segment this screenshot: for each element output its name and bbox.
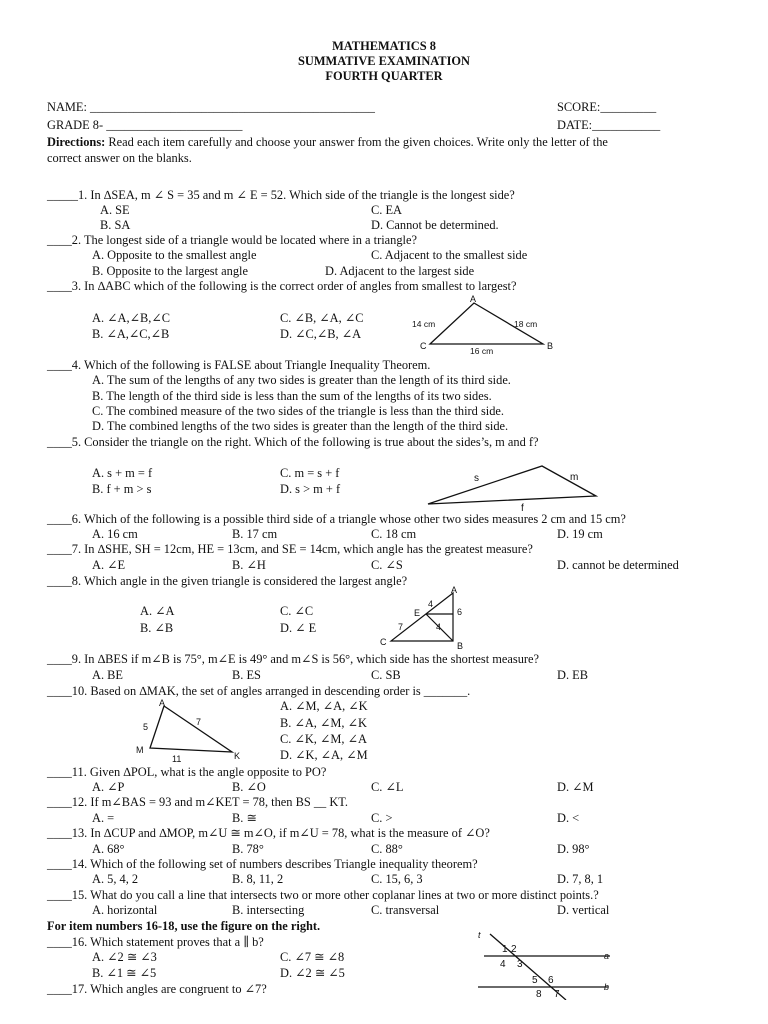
q4-choice-c[interactable]: C. The combined measure of the two sides of the triangle is less than the third side. xyxy=(92,404,505,418)
q4-choice-a[interactable]: A. The sum of the lengths of any two sides is greater than the length of its third side. xyxy=(92,373,511,387)
side-m-label: m xyxy=(570,472,579,483)
q8-choice-a[interactable]: A. ∠A xyxy=(140,604,175,618)
transversal-t-label: t xyxy=(478,930,481,940)
q5-stem: ____5. Consider the triangle on the right. Which of the following is true about the sides’s, m and f? xyxy=(47,435,539,449)
q1-choice-d[interactable]: D. Cannot be determined. xyxy=(371,218,499,232)
q12-choice-a[interactable]: A. = xyxy=(92,811,115,825)
q15-stem: ____15. What do you call a line that intersects two or more other coplanar lines at two or more distinct points.? xyxy=(47,888,599,902)
angle-2-label: 2 xyxy=(511,944,517,955)
q10-choice-a[interactable]: A. ∠M, ∠A, ∠K xyxy=(280,699,368,713)
q12-choice-c[interactable]: C. > xyxy=(371,811,393,825)
q2-choice-d[interactable]: D. Adjacent to the largest side xyxy=(325,264,475,278)
angle-6-label: 6 xyxy=(548,975,554,986)
q10-stem: ____10. Based on ∆MAK, the set of angles arranged in descending order is _______. xyxy=(47,684,471,698)
q8-choice-d[interactable]: D. ∠ E xyxy=(280,621,317,635)
side-f-label: f xyxy=(521,503,524,514)
q12-choice-d[interactable]: D. < xyxy=(557,811,580,825)
angle-1-label: 1 xyxy=(502,944,508,955)
q9-choice-a[interactable]: A. BE xyxy=(92,668,123,682)
q2-choice-b[interactable]: B. Opposite to the largest angle xyxy=(92,264,249,278)
angle-5-label: 5 xyxy=(532,975,538,986)
q6-choice-d[interactable]: D. 19 cm xyxy=(557,527,603,541)
q4-choice-d[interactable]: D. The combined lengths of the two sides is greater than the length of the third side. xyxy=(92,419,509,433)
q10-choice-c[interactable]: C. ∠K, ∠M, ∠A xyxy=(280,732,367,746)
q11-choice-c[interactable]: C. ∠L xyxy=(371,780,404,794)
segment-7-label: 7 xyxy=(398,622,404,632)
q15-choice-b[interactable]: B. intersecting xyxy=(232,903,305,917)
triangle-smf-figure xyxy=(424,458,604,514)
q1-choice-b[interactable]: B. SA xyxy=(100,218,131,232)
q3-choice-c[interactable]: C. ∠B, ∠A, ∠C xyxy=(280,311,364,325)
q8-choice-c[interactable]: C. ∠C xyxy=(280,604,314,618)
q12-choice-b[interactable]: B. ≅ xyxy=(232,811,257,825)
q14-choice-c[interactable]: C. 15, 6, 3 xyxy=(371,872,423,886)
q11-choice-a[interactable]: A. ∠P xyxy=(92,780,125,794)
q15-choice-d[interactable]: D. vertical xyxy=(557,903,610,917)
q16-choice-b[interactable]: B. ∠1 ≅ ∠5 xyxy=(92,966,157,980)
exam-subject: MATHEMATICS 8 xyxy=(332,39,436,53)
q8-choice-b[interactable]: B. ∠B xyxy=(140,621,174,635)
q16-stem: ____16. Which statement proves that a ∥ b? xyxy=(47,935,264,949)
q11-choice-b[interactable]: B. ∠O xyxy=(232,780,266,794)
q4-choice-b[interactable]: B. The length of the third side is less than the sum of the lengths of its two sides. xyxy=(92,389,492,403)
q2-stem: ____2. The longest side of a triangle would be located where in a triangle? xyxy=(47,233,417,247)
q16-choice-a[interactable]: A. ∠2 ≅ ∠3 xyxy=(92,950,157,964)
vertex-b-label: B xyxy=(457,641,464,651)
angle-4-label: 4 xyxy=(500,959,506,970)
exam-title: SUMMATIVE EXAMINATION xyxy=(298,54,470,68)
q17-stem: ____17. Which angles are congruent to ∠7? xyxy=(47,982,267,996)
angle-8-label: 8 xyxy=(536,989,542,1000)
q15-choice-c[interactable]: C. transversal xyxy=(371,903,440,917)
side-cb-label: 16 cm xyxy=(470,346,494,356)
section-note: For item numbers 16-18, use the figure on the right. xyxy=(47,919,321,933)
q10-choice-d[interactable]: D. ∠K, ∠A, ∠M xyxy=(280,748,368,762)
q2-choice-a[interactable]: A. Opposite to the smallest angle xyxy=(92,248,257,262)
q6-choice-c[interactable]: C. 18 cm xyxy=(371,527,417,541)
q1-choice-a[interactable]: A. SE xyxy=(100,203,130,217)
line-a-label: a xyxy=(604,951,610,961)
vertex-e-label: E xyxy=(414,608,421,618)
q1-choice-c[interactable]: C. EA xyxy=(371,203,402,217)
q6-choice-a[interactable]: A. 16 cm xyxy=(92,527,138,541)
vertex-a-label: A xyxy=(451,585,458,595)
side-5-label: 5 xyxy=(143,722,149,732)
q13-stem: ____13. In ∆CUP and ∆MOP, m∠U ≅ m∠O, if m∠U = 78, what is the measure of ∠O? xyxy=(47,826,490,840)
segment-4-label: 4 xyxy=(428,599,434,609)
q13-choice-b[interactable]: B. 78° xyxy=(232,842,264,856)
q9-choice-b[interactable]: B. ES xyxy=(232,668,261,682)
q15-choice-a[interactable]: A. horizontal xyxy=(92,903,158,917)
q8-stem: ____8. Which angle in the given triangle is considered the largest angle? xyxy=(47,574,408,588)
q2-choice-c[interactable]: C. Adjacent to the smallest side xyxy=(371,248,528,262)
vertex-k-label: K xyxy=(234,751,241,761)
directions-text-2: correct answer on the blanks. xyxy=(47,151,192,165)
q9-choice-d[interactable]: D. EB xyxy=(557,668,588,682)
triangle-mak-figure xyxy=(130,696,250,766)
angle-7-label: 7 xyxy=(554,989,560,1000)
side-11-label: 11 xyxy=(172,754,182,764)
name-field[interactable]: NAME: ______________________________________________ xyxy=(47,100,376,114)
q3-choice-a[interactable]: A. ∠A,∠B,∠C xyxy=(92,311,170,325)
q1-stem: _____1. In ∆SEA, m ∠ S = 35 and m ∠ E = 52. Which side of the triangle is the longest side? xyxy=(47,188,515,202)
side-ab-label: 18 cm xyxy=(514,319,538,329)
side-ac-label: 14 cm xyxy=(412,319,436,329)
date-field[interactable]: DATE:___________ xyxy=(557,118,661,132)
vertex-a-label: A xyxy=(159,698,166,708)
directions xyxy=(47,135,608,150)
q9-stem: ____9. In ∆BES if m∠B is 75°, m∠E is 49° and m∠S is 56°, which side has the shortest measure? xyxy=(47,652,540,666)
angle-3-label: 3 xyxy=(517,959,523,970)
q6-choice-b[interactable]: B. 17 cm xyxy=(232,527,278,541)
q3-choice-b[interactable]: B. ∠A,∠C,∠B xyxy=(92,327,170,341)
q5-choice-b[interactable]: B. f + m > s xyxy=(92,482,152,496)
directions-text: Read each item carefully and choose your answer from the given choices. Write only the letter of the xyxy=(108,135,608,149)
q9-choice-c[interactable]: C. SB xyxy=(371,668,401,682)
vertex-a-label: A xyxy=(470,294,477,304)
q7-choice-d[interactable]: D. cannot be determined xyxy=(557,558,679,572)
q3-choice-d[interactable]: D. ∠C,∠B, ∠A xyxy=(280,327,362,341)
q13-choice-c[interactable]: C. 88° xyxy=(371,842,403,856)
score-field[interactable]: SCORE:_________ xyxy=(557,100,657,114)
q13-choice-a[interactable]: A. 68° xyxy=(92,842,125,856)
q4-stem: ____4. Which of the following is FALSE about Triangle Inequality Theorem. xyxy=(47,358,431,372)
side-s-label: s xyxy=(474,473,479,484)
q3-stem: ____3. In ∆ABC which of the following is the correct order of angles from smallest to largest? xyxy=(47,279,517,293)
q7-choice-a[interactable]: A. ∠E xyxy=(92,558,126,572)
vertex-c-label: C xyxy=(380,637,387,647)
directions-label: Directions: xyxy=(47,135,106,149)
vertex-c-label: C xyxy=(420,341,427,351)
q5-choice-d[interactable]: D. s > m + f xyxy=(280,482,341,496)
parallel-lines-figure xyxy=(470,926,630,1000)
side-7-label: 7 xyxy=(196,717,202,727)
segment-4b-label: 4 xyxy=(436,622,442,632)
q5-choice-c[interactable]: C. m = s + f xyxy=(280,466,340,480)
q11-stem: ____11. Given ∆POL, what is the angle opposite to PO? xyxy=(47,765,327,779)
q12-stem: ____12. If m∠BAS = 93 and m∠KET = 78, then BS __ KT. xyxy=(47,795,349,809)
q5-choice-a[interactable]: A. s + m = f xyxy=(92,466,153,480)
triangle-abce-figure xyxy=(374,585,474,653)
q14-choice-a[interactable]: A. 5, 4, 2 xyxy=(92,872,139,886)
triangle-abc-figure xyxy=(408,294,558,356)
q14-choice-d[interactable]: D. 7, 8, 1 xyxy=(557,872,604,886)
q14-stem: ____14. Which of the following set of numbers describes Triangle inequality theorem? xyxy=(47,857,478,871)
q7-choice-b[interactable]: B. ∠H xyxy=(232,558,266,572)
vertex-m-label: M xyxy=(136,745,144,755)
line-b-label: b xyxy=(604,982,610,992)
q11-choice-d[interactable]: D. ∠M xyxy=(557,780,594,794)
q10-choice-b[interactable]: B. ∠A, ∠M, ∠K xyxy=(280,716,367,730)
segment-6-label: 6 xyxy=(457,607,463,617)
q7-choice-c[interactable]: C. ∠S xyxy=(371,558,403,572)
q13-choice-d[interactable]: D. 98° xyxy=(557,842,590,856)
vertex-b-label: B xyxy=(547,341,554,351)
q14-choice-b[interactable]: B. 8, 11, 2 xyxy=(232,872,284,886)
grade-field[interactable]: GRADE 8- ______________________ xyxy=(47,118,243,132)
q7-stem: ____7. In ∆SHE, SH = 12cm, HE = 13cm, and SE = 14cm, which angle has the greatest measure? xyxy=(47,542,533,556)
q16-choice-c[interactable]: C. ∠7 ≅ ∠8 xyxy=(280,950,345,964)
q6-stem: ____6. Which of the following is a possible third side of a triangle whose other two sides measures 2 cm and 15 cm? xyxy=(47,512,626,526)
q16-choice-d[interactable]: D. ∠2 ≅ ∠5 xyxy=(280,966,345,980)
exam-quarter: FOURTH QUARTER xyxy=(325,69,443,83)
